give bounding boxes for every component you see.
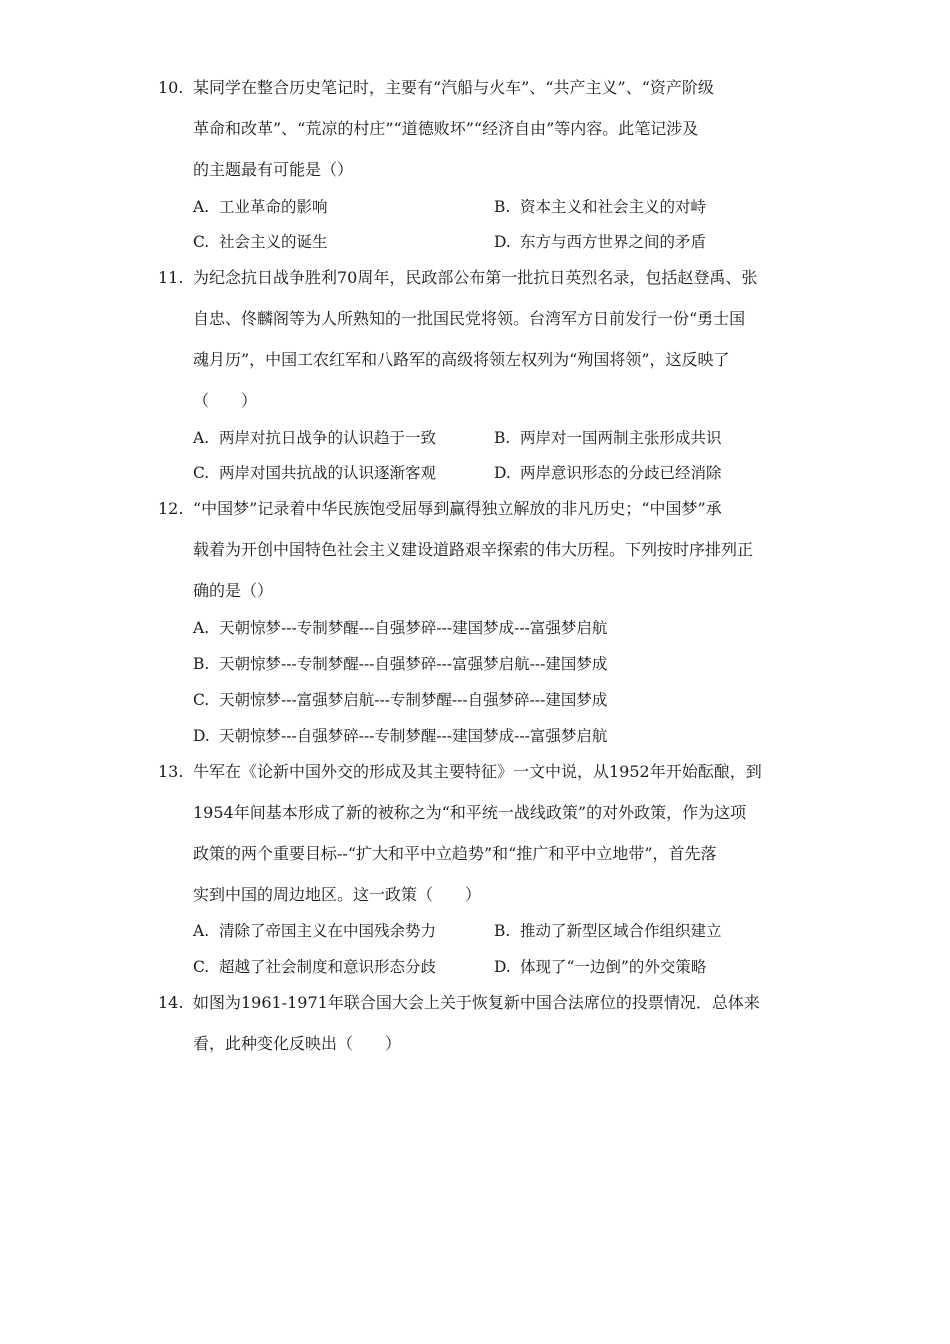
- question-number: 14.: [158, 993, 184, 1012]
- question-stem-line: 自忠、佟麟阁等为人所熟知的一批国民党将领。台湾军方日前发行一份“勇士国: [193, 309, 746, 328]
- option-b: B. 资本主义和社会主义的对峙: [494, 198, 707, 216]
- option-b: B. 天朝惊梦---专制梦醒---自强梦碎---富强梦启航---建国梦成: [193, 655, 608, 673]
- question-stem-line: 革命和改革”、“荒凉的村庄”“道德败坏”“经济自由”等内容。此笔记涉及: [193, 119, 699, 138]
- question-stem-line: 载着为开创中国特色社会主义建设道路艰辛探索的伟大历程。下列按时序排列正: [193, 540, 754, 559]
- question-stem-line: 1954年间基本形成了新的被称之为“和平统一战线政策”的对外政策，作为这项: [193, 803, 747, 822]
- option-c: C. 天朝惊梦---富强梦启航---专制梦醒---自强梦碎---建国梦成: [193, 691, 608, 709]
- question-stem-line: 如图为1961-1971年联合国大会上关于恢复新中国合法席位的投票情况．总体来: [193, 993, 760, 1012]
- question-number: 11.: [158, 268, 184, 287]
- question-stem-line: 牛军在《论新中国外交的形成及其主要特征》一文中说，从1952年开始酝酿，到: [193, 762, 762, 781]
- option-a: A. 清除了帝国主义在中国残余势力: [193, 922, 437, 940]
- question-stem-line: 实到中国的周边地区。这一政策（ ）: [193, 885, 482, 904]
- option-d: D. 两岸意识形态的分歧已经消除: [494, 464, 722, 482]
- option-a: A. 天朝惊梦---专制梦醒---自强梦碎---建国梦成---富强梦启航: [193, 619, 608, 637]
- question-stem-line: （ ）: [193, 391, 258, 410]
- option-d: D. 体现了“一边倒”的外交策略: [494, 958, 707, 976]
- option-d: D. 天朝惊梦---自强梦碎---专制梦醒---建国梦成---富强梦启航: [193, 727, 608, 745]
- option-c: C. 社会主义的诞生: [193, 233, 328, 251]
- question-stem-line: 看，此种变化反映出（ ）: [193, 1034, 402, 1053]
- question-stem-line: “中国梦”记录着中华民族饱受屈辱到赢得独立解放的非凡历史；“中国梦”承: [193, 499, 722, 518]
- option-d: D. 东方与西方世界之间的矛盾: [494, 233, 707, 251]
- question-stem-line: 政策的两个重要目标--“扩大和平中立趋势”和“推广和平中立地带”，首先落: [193, 844, 717, 863]
- question-stem-line: 的主题最有可能是（）: [193, 160, 354, 179]
- option-c: C. 超越了社会制度和意识形态分歧: [193, 958, 437, 976]
- option-c: C. 两岸对国共抗战的认识逐渐客观: [193, 464, 437, 482]
- question-stem-line: 某同学在整合历史笔记时，主要有“汽船与火车”、“共产主义”、“资产阶级: [193, 78, 714, 97]
- option-b: B. 推动了新型区域合作组织建立: [494, 922, 722, 940]
- question-stem-line: 确的是（）: [193, 581, 274, 600]
- question-number: 13.: [158, 762, 184, 781]
- question-number: 12.: [158, 499, 184, 518]
- option-a: A. 工业革命的影响: [193, 198, 328, 216]
- question-number: 10.: [158, 78, 184, 97]
- option-b: B. 两岸对一国两制主张形成共识: [494, 429, 722, 447]
- option-a: A. 两岸对抗日战争的认识趋于一致: [193, 429, 437, 447]
- question-stem-line: 魂月历”，中国工农红军和八路军的高级将领左权列为“殉国将领”，这反映了: [193, 350, 730, 369]
- question-stem-line: 为纪念抗日战争胜利70周年，民政部公布第一批抗日英烈名录，包括赵登禹、张: [193, 268, 758, 287]
